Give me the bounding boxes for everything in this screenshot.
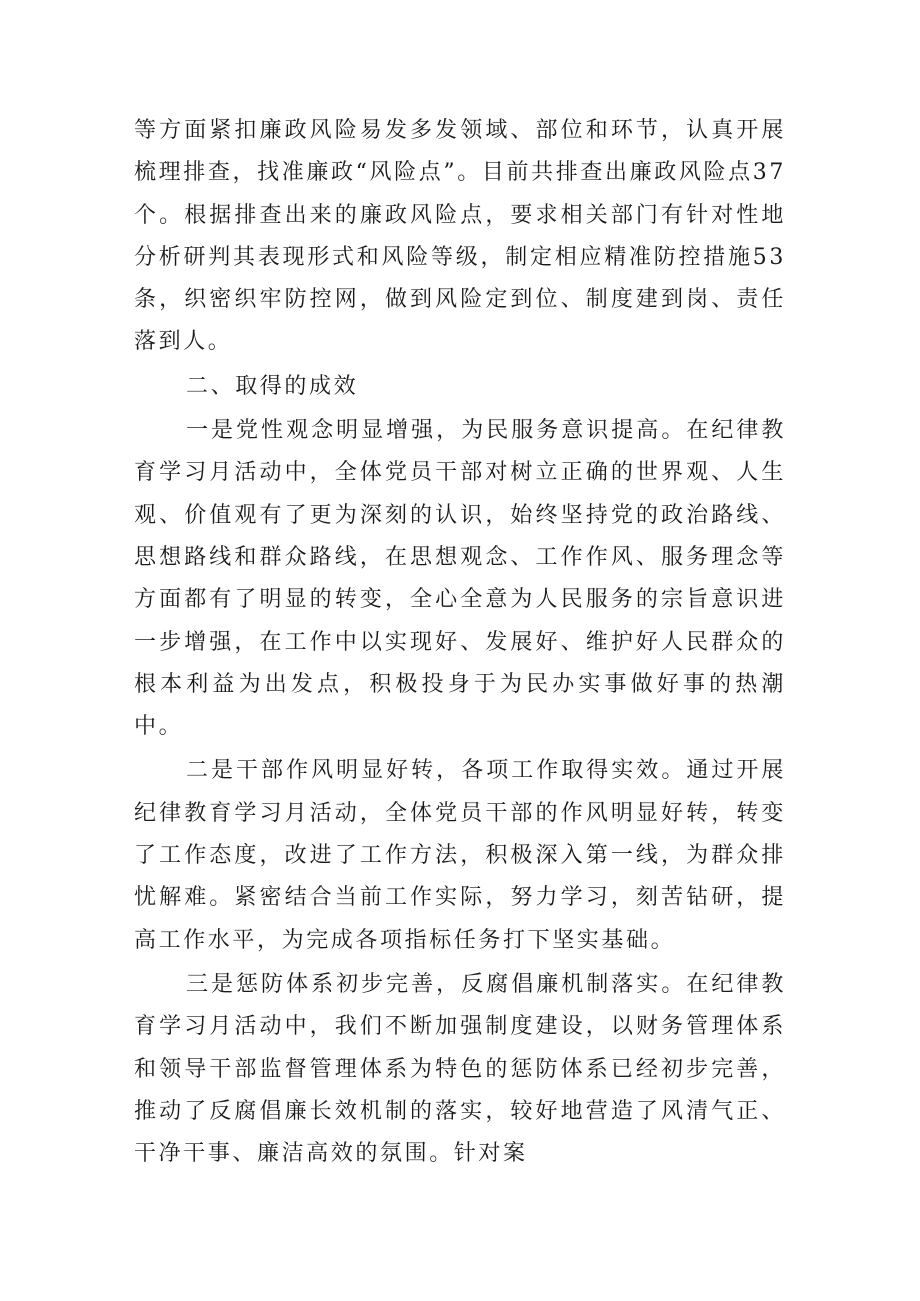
paragraph-risk-points: 等方面紧扣廉政风险易发多发领域、部位和环节，认真开展梳理排查，找准廉政“风险点”。目前共排查出廉政风险点37个。根据排查出来的廉政风险点，要求相关部门有针对性地分析研判其表现形式和风险等级，制定相应精准防控措施53条，织密织牢防控网，做到风险定到位、制度建到岗、责任落到人。: [134, 118, 786, 355]
paragraph-party-awareness: 一是党性观念明显增强，为民服务意识提高。在纪律教育学习月活动中，全体党员干部对树立正确的世界观、人生观、价值观有了更为深刻的认识，始终坚持党的政治路线、思想路线和群众路线，在思想观念、工作作风、服务理念等方面都有了明显的转变，全心全意为人民服务的宗旨意识进一步增强，在工作中以实现好、发展好、维护好人民群众的根本利益为出发点，积极投身于为民办实事做好事的热潮中。: [134, 418, 786, 740]
section-heading-achievements: 二、取得的成效: [186, 373, 359, 399]
document-body: [134, 110, 786, 1175]
paragraph-cadre-style: 二是干部作风明显好转，各项工作取得实效。通过开展纪律教育学习月活动，全体党员干部的作风明显好转，转变了工作态度，改进了工作方法，积极深入第一线，为群众排忧解难。紧密结合当前工作实际，努力学习，刻苦钻研，提高工作水平，为完成各项指标任务打下坚实基础。: [134, 758, 786, 953]
paragraph-prevention-system: 三是惩防体系初步完善，反腐倡廉机制落实。在纪律教育学习月活动中，我们不断加强制度建设，以财务管理体系和领导干部监督管理体系为特色的惩防体系已经初步完善，推动了反腐倡廉长效机制的落实，较好地营造了风清气正、干净干事、廉洁高效的氛围。针对案: [134, 971, 786, 1167]
